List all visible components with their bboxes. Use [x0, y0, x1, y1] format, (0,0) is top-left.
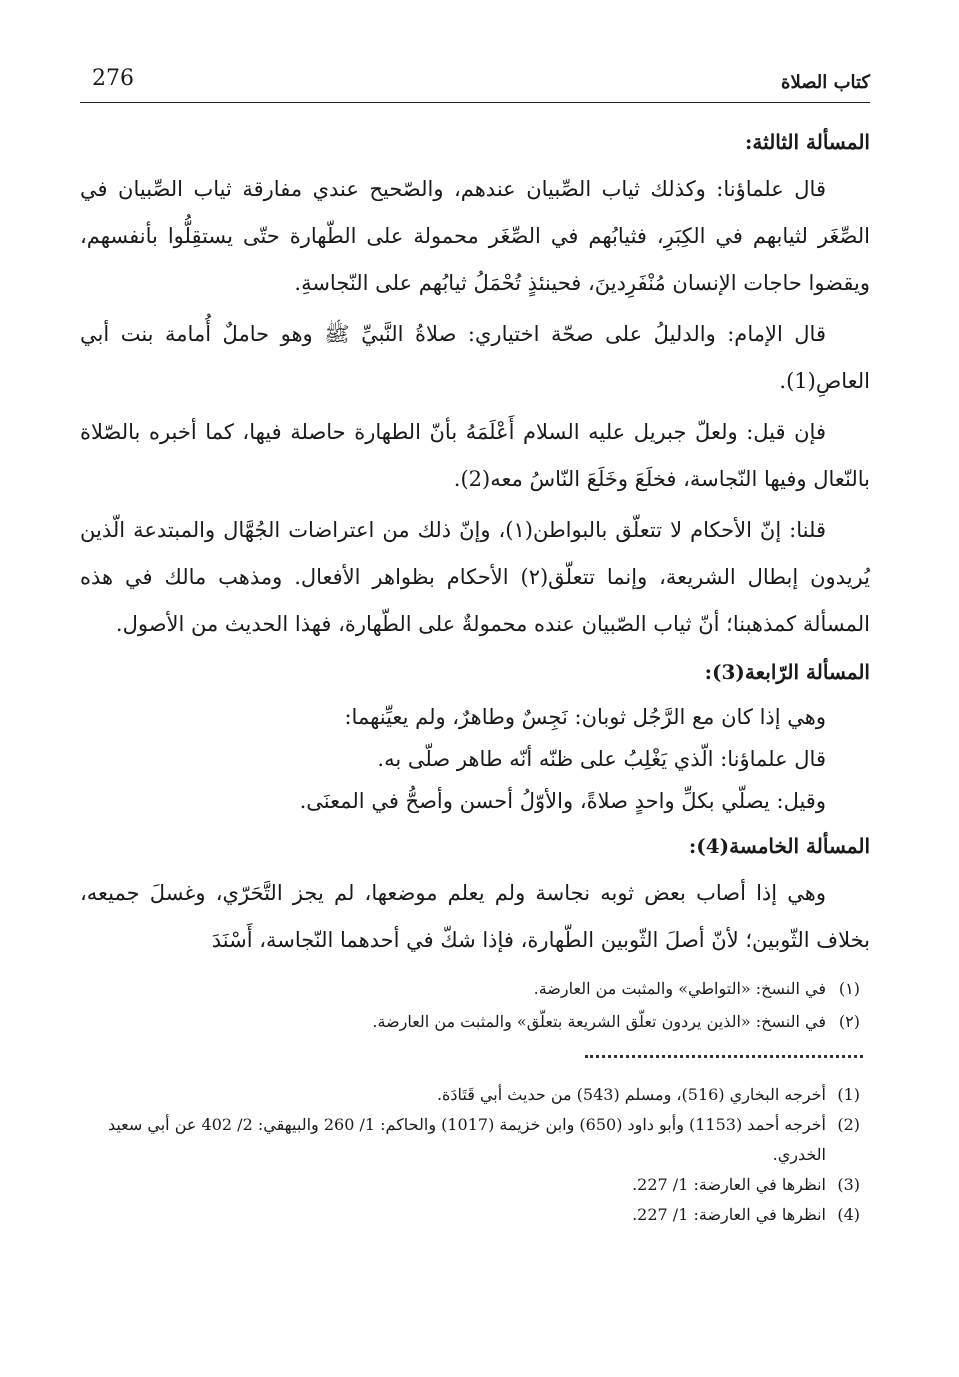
footnote — [80, 1170, 860, 1200]
page-header — [80, 62, 870, 103]
paragraph: قال علماؤنا: وكذلك ثياب الصِّبيان عندهم، والصّحيح عندي مفارقة ثياب الصِّبيان في الصِّغَر لثيابهم في الكِبَرِ، فثيابُهم في الصِّغَر محمولة على الطّهارة حتّى يستقِلُّوا بأنفسهم، ويقضوا حاجات الإنسان مُنْفَرِدينَ، فحينئذٍ تُحْمَلُ ثيابُهم على النّجاسةِ. — [80, 177, 870, 295]
footnote-text: في النسخ: «التواطي» والمثبت من العارضة. — [533, 979, 826, 998]
footnote — [80, 1080, 860, 1110]
section-heading: المسألة الخامسة(4): — [688, 834, 870, 858]
footnote-number: (1) — [837, 1085, 860, 1104]
footnote-separator — [585, 1055, 863, 1058]
footnote-number: (4) — [837, 1205, 860, 1224]
manuscript-footnotes — [80, 972, 860, 1038]
footnote — [80, 1110, 860, 1170]
text-line: قال علماؤنا: الّذي يَغْلِبُ على ظنّه أنّه طاهر صلّى به. — [377, 747, 826, 771]
footnote-number: (٢) — [838, 1012, 860, 1031]
footnote-text: انظرها في العارضة: 1/ 227. — [632, 1205, 826, 1224]
footnote — [80, 1200, 860, 1230]
footnote-text: أخرجه أحمد (1153) وأبو داود (650) وابن خزيمة (1017) والحاكم: 1/ 260 والبيهقي: 2/ 402 عن أبي سعيد الخدري. — [107, 1115, 826, 1164]
footnote — [80, 972, 860, 1005]
footnote-text: في النسخ: «الذين يردون تعلّق الشريعة بتعلّق» والمثبت من العارضة. — [372, 1012, 826, 1031]
footnote-number: (2) — [837, 1115, 860, 1134]
footnote-text: أخرجه البخاري (516)، ومسلم (543) من حديث أبي قَتَادَة. — [436, 1085, 826, 1104]
short-lines-block — [80, 696, 870, 822]
section-heading: المسألة الرّابعة(3): — [704, 660, 870, 684]
main-text — [80, 118, 870, 968]
text-line: وقيل: يصلّي بكلِّ واحدٍ صلاةً، والأوّلُ أحسن وأصحُّ في المعنَى. — [299, 789, 826, 813]
footnote-number: (3) — [837, 1175, 860, 1194]
footnote-number: (١) — [838, 979, 860, 998]
page-number: 276 — [92, 66, 134, 91]
paragraph: قال الإمام: والدليلُ على صحّة اختياري: صلاةُ النَّبيِّ ﷺ وهو حاملٌ أُمامة بنت أبي العاصِ(1). — [80, 322, 870, 393]
paragraph: وهي إذا أصاب بعض ثوبه نجاسة ولم يعلم موضعها، لم يجز التَّحَرّي، وغسلَ جميعه، بخلاف الثّوبين؛ لأنّ أصلَ الثّوبين الطّهارة، فإذا شكّ في أحدهما النّجاسة، أَسْنَدَ — [80, 881, 870, 952]
paragraph: فإن قيل: ولعلّ جبريل عليه السلام أَعْلَمَهُ بأنّ الطهارة حاصلة فيها، كما أخبره بالصّلاة بالنّعال وفيها النّجاسة، فخلَعَ وخَلَعَ النّاسُ معه(2). — [80, 420, 870, 491]
running-title: كتاب الصلاة — [781, 72, 870, 93]
text-line: وهي إذا كان مع الرَّجُل ثوبان: نَجِسٌ وطاهرٌ، ولم يعيِّنهما: — [344, 705, 826, 729]
footnote — [80, 1005, 860, 1038]
source-footnotes — [80, 1080, 860, 1230]
section-heading: المسألة الثالثة: — [745, 130, 870, 154]
footnote-text: انظرها في العارضة: 1/ 227. — [632, 1175, 826, 1194]
paragraph: قلنا: إنّ الأحكام لا تتعلّق بالبواطن(١)، وإنّ ذلك من اعتراضات الجُهَّال والمبتدعة الّذين يُريدون إبطال الشريعة، وإنما تتعلّق(٢) الأحكام بظواهر الأفعال. ومذهب مالك في هذه المسألة كمذهبنا؛ أنّ ثياب الصّبيان عنده محمولةٌ على الطّهارة، فهذا الحديث من الأصول. — [80, 518, 870, 636]
